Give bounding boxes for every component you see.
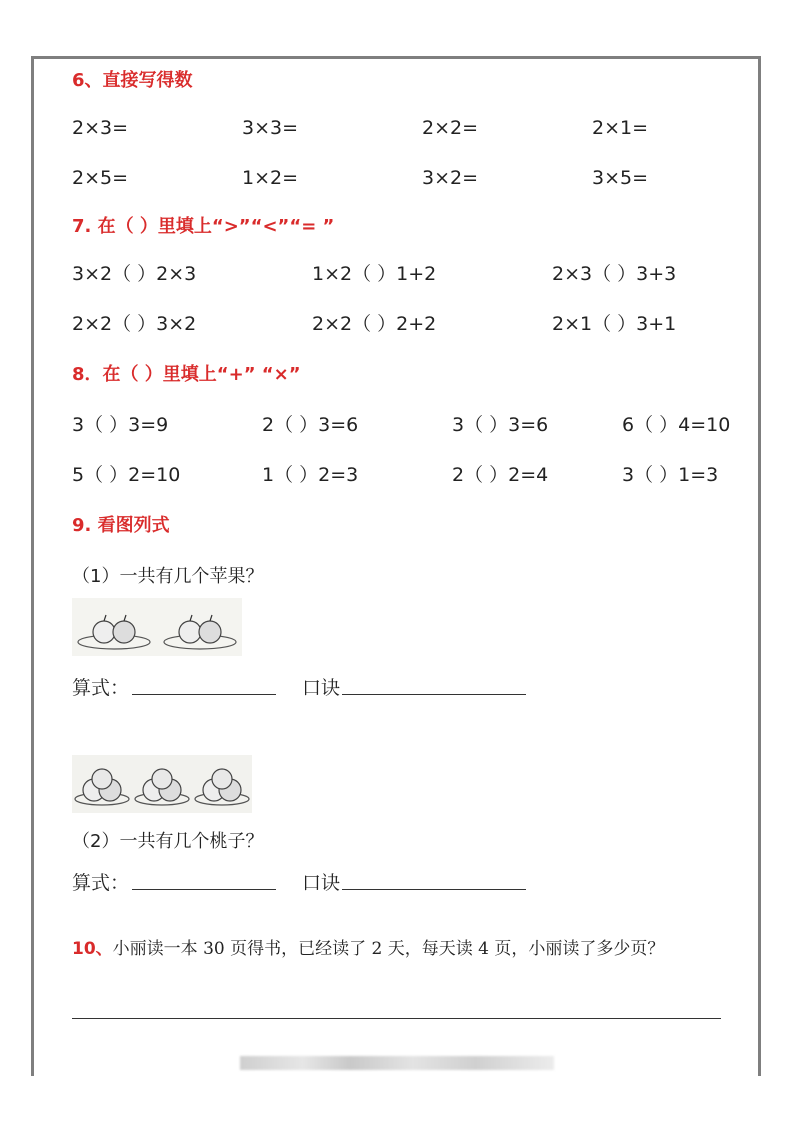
apples-picture xyxy=(72,598,242,656)
q8-problem: 1（ ）2=3 xyxy=(262,464,359,486)
q6-problem: 3×2= xyxy=(422,167,479,189)
blurred-footer xyxy=(240,1056,554,1070)
q7-heading: 7. 在（ ）里填上“>”“<”“= ” xyxy=(72,216,335,237)
q6-problem: 2×5= xyxy=(72,167,129,189)
q7-problem: 2×1（ ）3+1 xyxy=(552,313,677,335)
q6-problem: 3×5= xyxy=(592,167,649,189)
peaches-picture xyxy=(72,755,252,813)
q7-problem: 1×2（ ）1+2 xyxy=(312,263,437,285)
q8-heading: 8．在（ ）里填上“+” “×” xyxy=(72,364,301,385)
formula-label-1: 算式： xyxy=(72,677,130,699)
q6-problem: 2×3= xyxy=(72,117,129,139)
q10-text: 小丽读一本 30 页得书，已经读了 2 天，每天读 4 页，小丽读了多少页？ xyxy=(112,939,665,959)
chant-blank-1[interactable] xyxy=(342,694,526,695)
formula-label-2: 算式： xyxy=(72,872,130,894)
formula-blank-1[interactable] xyxy=(132,694,276,695)
chant-label-1: 口诀 xyxy=(302,677,341,699)
q10-question xyxy=(72,934,664,959)
q6-problem: 1×2= xyxy=(242,167,299,189)
q7-problem: 3×2（ ）2×3 xyxy=(72,263,197,285)
q8-problem: 3（ ）3=6 xyxy=(452,414,549,436)
q9-heading: 9. 看图列式 xyxy=(72,515,170,536)
q8-problem: 2（ ）3=6 xyxy=(262,414,359,436)
q10-answer-line[interactable] xyxy=(72,1018,721,1019)
q9-part1-question: （1）一共有几个苹果？ xyxy=(72,566,264,587)
q7-problem: 2×2（ ）2+2 xyxy=(312,313,437,335)
q6-problem: 2×2= xyxy=(422,117,479,139)
chant-label-2: 口诀 xyxy=(302,872,341,894)
q6-problem: 3×3= xyxy=(242,117,299,139)
q8-problem: 6（ ）4=10 xyxy=(622,414,731,436)
q9-part2-question: （2）一共有几个桃子？ xyxy=(72,831,264,852)
q8-problem: 3（ ）3=9 xyxy=(72,414,169,436)
q7-problem: 2×3（ ）3+3 xyxy=(552,263,677,285)
chant-blank-2[interactable] xyxy=(342,889,526,890)
q6-heading: 6、直接写得数 xyxy=(72,70,193,91)
q10-number: 10、 xyxy=(72,939,113,959)
q7-problem: 2×2（ ）3×2 xyxy=(72,313,197,335)
q6-problem: 2×1= xyxy=(592,117,649,139)
q8-problem: 2（ ）2=4 xyxy=(452,464,549,486)
q8-problem: 5（ ）2=10 xyxy=(72,464,181,486)
q8-problem: 3（ ）1=3 xyxy=(622,464,719,486)
formula-blank-2[interactable] xyxy=(132,889,276,890)
